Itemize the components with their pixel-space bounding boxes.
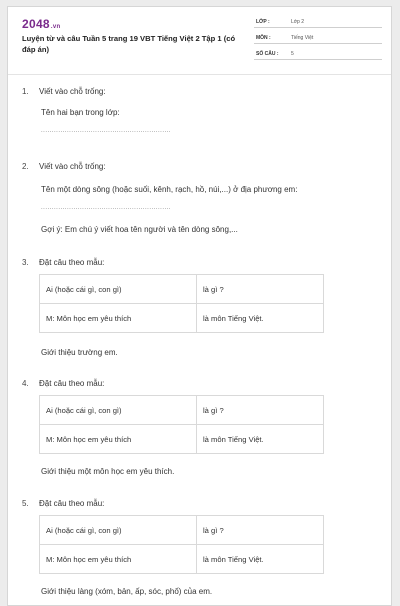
question-instruction: Đặt câu theo mẫu: (39, 499, 105, 508)
table-cell: M: Môn học em yêu thích (40, 425, 197, 454)
sentence-pattern-table (39, 274, 324, 333)
question-prompt: Giới thiệu một môn học em yêu thích. (41, 467, 175, 476)
table-cell: Ai (hoặc cái gì, con gì) (40, 275, 197, 304)
table-cell: là gì ? (197, 275, 324, 304)
table-cell: M: Môn học em yêu thích (40, 545, 197, 574)
sentence-pattern-table (39, 515, 324, 574)
table-row (40, 425, 324, 454)
question-prompt: Tên hai bạn trong lớp: (41, 108, 120, 117)
question-prompt: Tên một dòng sông (hoặc suối, kênh, rạch, hồ, núi,...) ở địa phương em: (41, 185, 298, 194)
meta-key: LỚP : (256, 19, 270, 25)
question-number: 2. (22, 162, 29, 171)
site-logo[interactable] (22, 17, 60, 31)
meta-value: 5 (291, 51, 294, 57)
table-cell: là môn Tiếng Việt. (197, 545, 324, 574)
question-instruction: Đặt câu theo mẫu: (39, 258, 105, 267)
question-prompt: Giới thiệu làng (xóm, bản, ấp, sóc, phố) của em. (41, 587, 213, 596)
header-divider (8, 74, 392, 75)
table-cell: là gì ? (197, 396, 324, 425)
table-cell: là môn Tiếng Việt. (197, 425, 324, 454)
table-cell: là môn Tiếng Việt. (197, 304, 324, 333)
meta-grade (254, 17, 382, 28)
meta-value: Lớp 2 (291, 19, 305, 25)
question-instruction: Viết vào chỗ trống: (39, 87, 106, 96)
answer-blank[interactable]: ............................................................ (41, 205, 172, 211)
meta-question-count (254, 49, 382, 60)
table-row (40, 304, 324, 333)
sentence-pattern-table (39, 395, 324, 454)
table-row (40, 516, 324, 545)
question-number: 5. (22, 499, 29, 508)
meta-value: Tiếng Việt (291, 35, 314, 41)
table-cell: Ai (hoặc cái gì, con gì) (40, 396, 197, 425)
meta-subject (254, 33, 382, 44)
worksheet-title: Luyện từ và câu Tuần 5 trang 19 VBT Tiếng Việt 2 Tập 1 (có đáp án) (22, 34, 236, 54)
question-hint: Gợi ý: Em chú ý viết hoa tên người và tên dòng sông,... (41, 225, 238, 234)
question-number: 4. (22, 379, 29, 388)
question-prompt: Giới thiệu trường em. (41, 348, 118, 357)
question-instruction: Viết vào chỗ trống: (39, 162, 106, 171)
question-number: 1. (22, 87, 29, 96)
table-cell: Ai (hoặc cái gì, con gì) (40, 516, 197, 545)
logo-suffix: .vn (50, 24, 61, 30)
table-cell: M: Môn học em yêu thích (40, 304, 197, 333)
logo-text: 2048 (22, 17, 50, 31)
meta-key: MÔN : (256, 35, 271, 41)
meta-key: SỐ CÂU : (256, 51, 279, 57)
answer-blank[interactable]: ............................................................ (41, 128, 172, 134)
worksheet-header (8, 7, 392, 71)
question-number: 3. (22, 258, 29, 267)
question-instruction: Đặt câu theo mẫu: (39, 379, 105, 388)
table-cell: là gì ? (197, 516, 324, 545)
worksheet (7, 6, 392, 606)
table-row (40, 545, 324, 574)
table-row (40, 275, 324, 304)
table-row (40, 396, 324, 425)
